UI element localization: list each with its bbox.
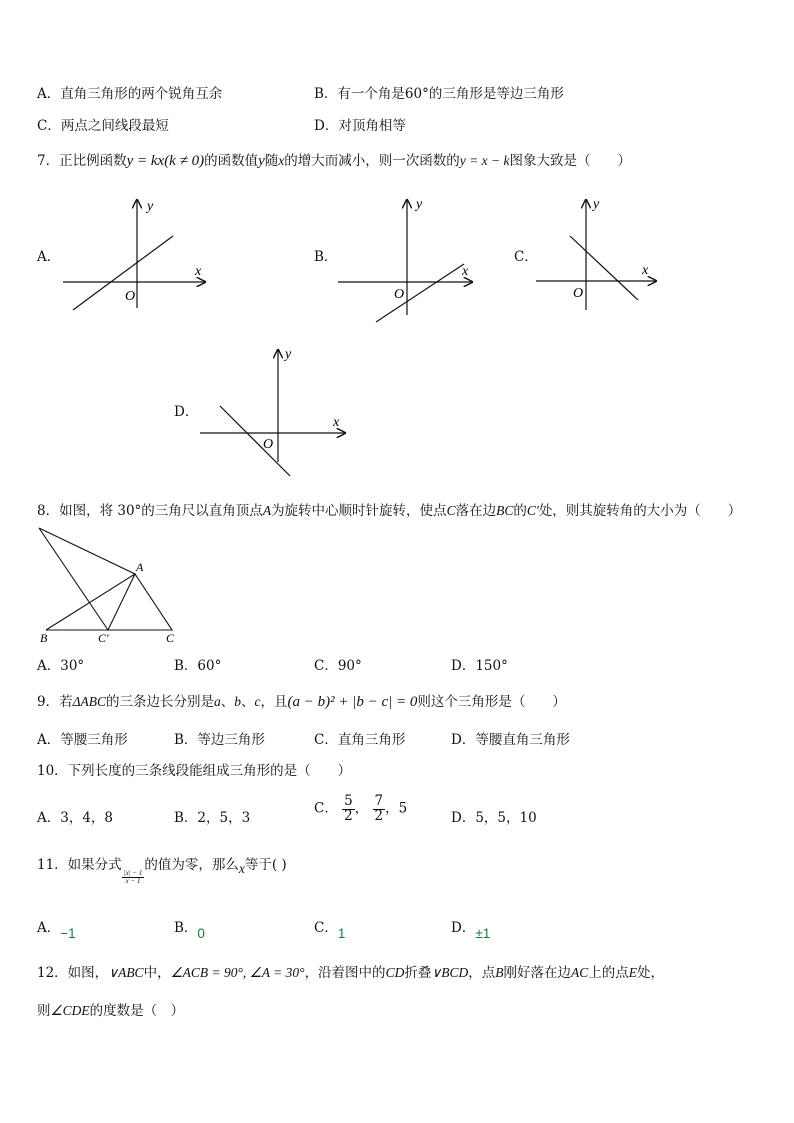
q6-option-a: A．直角三角形的两个锐角互余 xyxy=(37,86,223,102)
fraction: $\frac{7}{2}$ xyxy=(374,793,384,824)
label-a: A xyxy=(136,560,144,574)
q12-stem-line2: 则∠CDE的度数是（ ） xyxy=(37,1003,185,1019)
q9-option-a: A．等腰三角形 xyxy=(37,732,128,748)
q7-label-a: A． xyxy=(37,249,61,265)
q6-option-d: D．对顶角相等 xyxy=(314,118,406,134)
q9-option-c: C．直角三角形 xyxy=(314,732,406,748)
origin-label: O xyxy=(394,287,405,302)
triangle-outline xyxy=(39,528,172,630)
origin-label: O xyxy=(573,286,584,301)
q7-graph-c xyxy=(530,190,670,320)
y-label: y xyxy=(285,347,292,362)
q7-graph-a xyxy=(55,190,215,320)
q7-label-c: C． xyxy=(514,249,538,265)
fraction: $\frac{5}{2}$ xyxy=(344,793,353,824)
q9-option-d: D．等腰直角三角形 xyxy=(451,732,570,748)
fraction: $\frac{|x| - 1}{x - 1}$ xyxy=(123,869,143,885)
function-line xyxy=(220,406,290,476)
q10-option-b: B．2，5，3 xyxy=(174,810,251,826)
label-b: B xyxy=(40,631,48,645)
q8-figure xyxy=(36,520,196,650)
q9-stem: 9．若ΔABC的三条边长分别是a、b、c，且(a − b)² + |b − c| = 0则这个三角形是（ ） xyxy=(37,694,566,710)
y-label: y xyxy=(416,197,423,212)
x-label: x xyxy=(642,263,649,278)
q6-option-b: B．有一个角是60°的三角形是等边三角形 xyxy=(314,86,564,102)
function-line xyxy=(73,236,173,310)
q11-option-b: B．0 xyxy=(174,920,205,941)
q7-label-d: D． xyxy=(174,404,199,420)
q10-option-d: D．5，5，10 xyxy=(451,810,537,826)
label-c: C xyxy=(166,631,175,645)
q8-stem: 8．如图，将 30°的三角尺以直角顶点A为旋转中心顺时针旋转，使点C落在边BC的C′处，则其旋转角的大小为（ ） xyxy=(37,503,742,519)
q12-stem-line1: 12．如图，∨ABC中，∠ACB = 90°, ∠A = 30°，沿着图中的CD折叠∨BCD，点B刚好落在边AC上的点E处， xyxy=(37,965,664,981)
q7-graph-d xyxy=(195,340,355,480)
y-label: y xyxy=(593,197,600,212)
q11-stem: 11．如果分式 $\frac{|x| - 1}{x - 1}$ 的值为零，那么x等于( ) xyxy=(37,857,287,885)
origin-label: O xyxy=(125,289,136,304)
q11-option-a: A．−1 xyxy=(37,920,76,941)
q11-option-d: D．±1 xyxy=(451,920,491,941)
q7-graph-b xyxy=(330,190,490,325)
x-label: x xyxy=(195,264,202,279)
x-label: x xyxy=(462,264,469,279)
q10-option-c: C． $\frac{5}{2}$ ， $\frac{7}{2}$ ，5 xyxy=(314,793,408,824)
x-label: x xyxy=(333,415,340,430)
q8-option-a: A．30° xyxy=(37,658,85,674)
q8-option-c: C．90° xyxy=(314,658,362,674)
q10-option-a: A．3，4，8 xyxy=(37,810,114,826)
label-c-prime: C′ xyxy=(98,631,109,645)
q9-option-b: B．等边三角形 xyxy=(174,732,265,748)
q7-label-b: B． xyxy=(314,249,338,265)
q6-option-c: C．两点之间线段最短 xyxy=(37,118,169,134)
q8-option-d: D．150° xyxy=(451,658,508,674)
q10-stem: 10．下列长度的三条线段能组成三角形的是（ ） xyxy=(37,763,352,779)
q11-option-c: C．1 xyxy=(314,920,346,941)
y-label: y xyxy=(147,199,154,214)
q8-option-b: B．60° xyxy=(174,658,222,674)
function-line xyxy=(376,264,464,322)
q7-stem: 7．正比例函数y = kx(k ≠ 0)的函数值y随x的增大而减小，则一次函数的y = x − k图象大致是（ ） xyxy=(37,153,631,169)
origin-label: O xyxy=(263,437,274,452)
rotated-side xyxy=(39,528,108,630)
